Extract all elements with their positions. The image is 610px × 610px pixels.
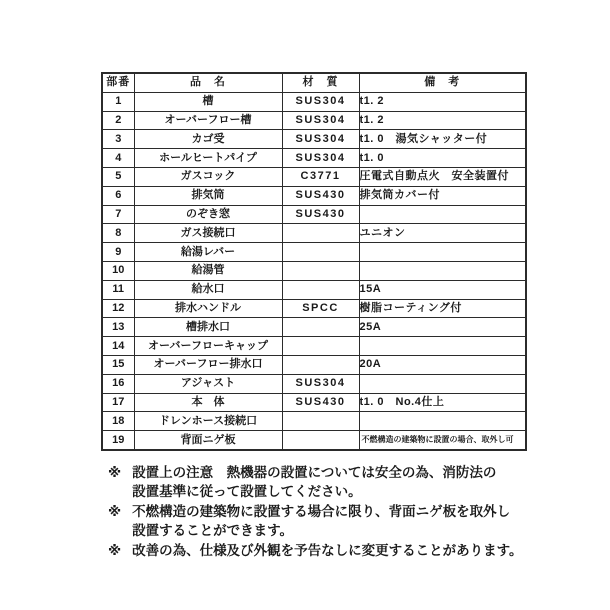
cell-material [282,243,359,262]
table-header-row [102,73,526,92]
table-row [102,412,526,431]
table-row [102,111,526,130]
cell-material: SUS304 [282,149,359,168]
table-row [102,299,526,318]
footnotes [108,464,558,563]
cell-part-name: 槽 [134,92,282,111]
footnote-text [132,503,558,540]
cell-material [282,261,359,280]
table-row [102,167,526,186]
cell-part-number: 6 [102,186,134,205]
cell-part-number: 3 [102,130,134,149]
parts-table [101,72,527,451]
cell-part-number: 15 [102,355,134,374]
table-row [102,224,526,243]
cell-remarks: 25A [359,318,526,337]
cell-material: SUS304 [282,92,359,111]
table-row [102,130,526,149]
cell-material: SUS304 [282,374,359,393]
cell-part-name: ホールヒートパイプ [134,149,282,168]
cell-part-name: 給水口 [134,280,282,299]
cell-part-name: アジャスト [134,374,282,393]
cell-part-number: 9 [102,243,134,262]
cell-part-number: 14 [102,337,134,356]
cell-part-number: 4 [102,149,134,168]
cell-part-number: 10 [102,261,134,280]
cell-material: SUS430 [282,205,359,224]
footnote-item [108,464,558,501]
cell-remarks: t1. 2 [359,92,526,111]
cell-part-number: 18 [102,412,134,431]
cell-remarks [359,205,526,224]
footnote-line: 設置上の注意 熱機器の設置については安全の為、消防法の [132,465,497,480]
table-row [102,374,526,393]
cell-part-number: 12 [102,299,134,318]
column-header-part-number: 部番 [102,73,134,92]
cell-remarks: 排気筒カバー付 [359,186,526,205]
cell-part-name: ガス接続口 [134,224,282,243]
reference-mark: ※ [108,504,122,519]
cell-material: SUS304 [282,111,359,130]
cell-part-name: カゴ受 [134,130,282,149]
cell-remarks: 20A [359,355,526,374]
table-row [102,186,526,205]
cell-remarks [359,243,526,262]
cell-part-name: オーバーフロー排水口 [134,355,282,374]
cell-part-number: 16 [102,374,134,393]
reference-mark: ※ [108,465,122,480]
cell-remarks: t1. 0 湯気シャッター付 [359,130,526,149]
table-row [102,92,526,111]
cell-part-name: 背面ニゲ板 [134,431,282,450]
cell-part-name: オーバーフロー槽 [134,111,282,130]
column-header-part-name: 品 名 [134,73,282,92]
cell-part-name: のぞき窓 [134,205,282,224]
cell-material: SUS430 [282,393,359,412]
cell-part-number: 13 [102,318,134,337]
cell-remarks [359,261,526,280]
table-row [102,318,526,337]
footnote-text [132,464,558,501]
cell-remarks: 樹脂コーティング付 [359,299,526,318]
cell-part-name: 給湯レバー [134,243,282,262]
reference-mark: ※ [108,543,122,558]
cell-material [282,431,359,450]
cell-remarks: 15A [359,280,526,299]
cell-remarks: t1. 2 [359,111,526,130]
cell-part-name: 排水ハンドル [134,299,282,318]
cell-material [282,280,359,299]
cell-remarks: t1. 0 No.4仕上 [359,393,526,412]
cell-part-number: 11 [102,280,134,299]
footnote-item [108,503,558,540]
cell-material: C3771 [282,167,359,186]
cell-part-number: 8 [102,224,134,243]
cell-remarks [359,337,526,356]
cell-part-number: 2 [102,111,134,130]
cell-material [282,224,359,243]
cell-material [282,318,359,337]
cell-part-number: 1 [102,92,134,111]
cell-remarks: 圧電式自動点火 安全装置付 [359,167,526,186]
cell-part-number: 5 [102,167,134,186]
column-header-material: 材 質 [282,73,359,92]
table-row [102,337,526,356]
footnote-item [108,542,558,561]
cell-part-number: 19 [102,431,134,450]
cell-material [282,412,359,431]
cell-part-name: 排気筒 [134,186,282,205]
footnote-line: 改善の為、仕様及び外観を予告なしに変更することがあります。 [132,543,523,558]
table-row [102,149,526,168]
cell-remarks [359,374,526,393]
cell-part-number: 7 [102,205,134,224]
table-row [102,393,526,412]
table-row [102,205,526,224]
table-row [102,280,526,299]
footnote-line: 不燃構造の建築物に設置する場合に限り、背面ニゲ板を取外し [132,504,511,519]
cell-remarks: ユニオン [359,224,526,243]
table-row [102,431,526,450]
cell-remarks [359,412,526,431]
cell-part-name: ガスコック [134,167,282,186]
cell-part-name: オーバーフローキャップ [134,337,282,356]
cell-remarks: 不燃構造の建築物に設置の場合、取外し可 [359,431,526,450]
footnote-line: 設置することができます。 [132,522,294,538]
cell-remarks: t1. 0 [359,149,526,168]
cell-part-name: 本 体 [134,393,282,412]
footnote-line: 設置基準に従って設置してください。 [132,483,362,499]
footnote-text [132,542,558,561]
column-header-remarks: 備 考 [359,73,526,92]
table-row [102,355,526,374]
cell-part-name: ドレンホース接続口 [134,412,282,431]
cell-material: SPCC [282,299,359,318]
parts-table-body [102,92,526,450]
cell-part-name: 給湯管 [134,261,282,280]
cell-part-number: 17 [102,393,134,412]
cell-part-name: 槽排水口 [134,318,282,337]
cell-material [282,355,359,374]
cell-material: SUS304 [282,130,359,149]
table-row [102,243,526,262]
cell-material [282,337,359,356]
cell-material: SUS430 [282,186,359,205]
table-row [102,261,526,280]
